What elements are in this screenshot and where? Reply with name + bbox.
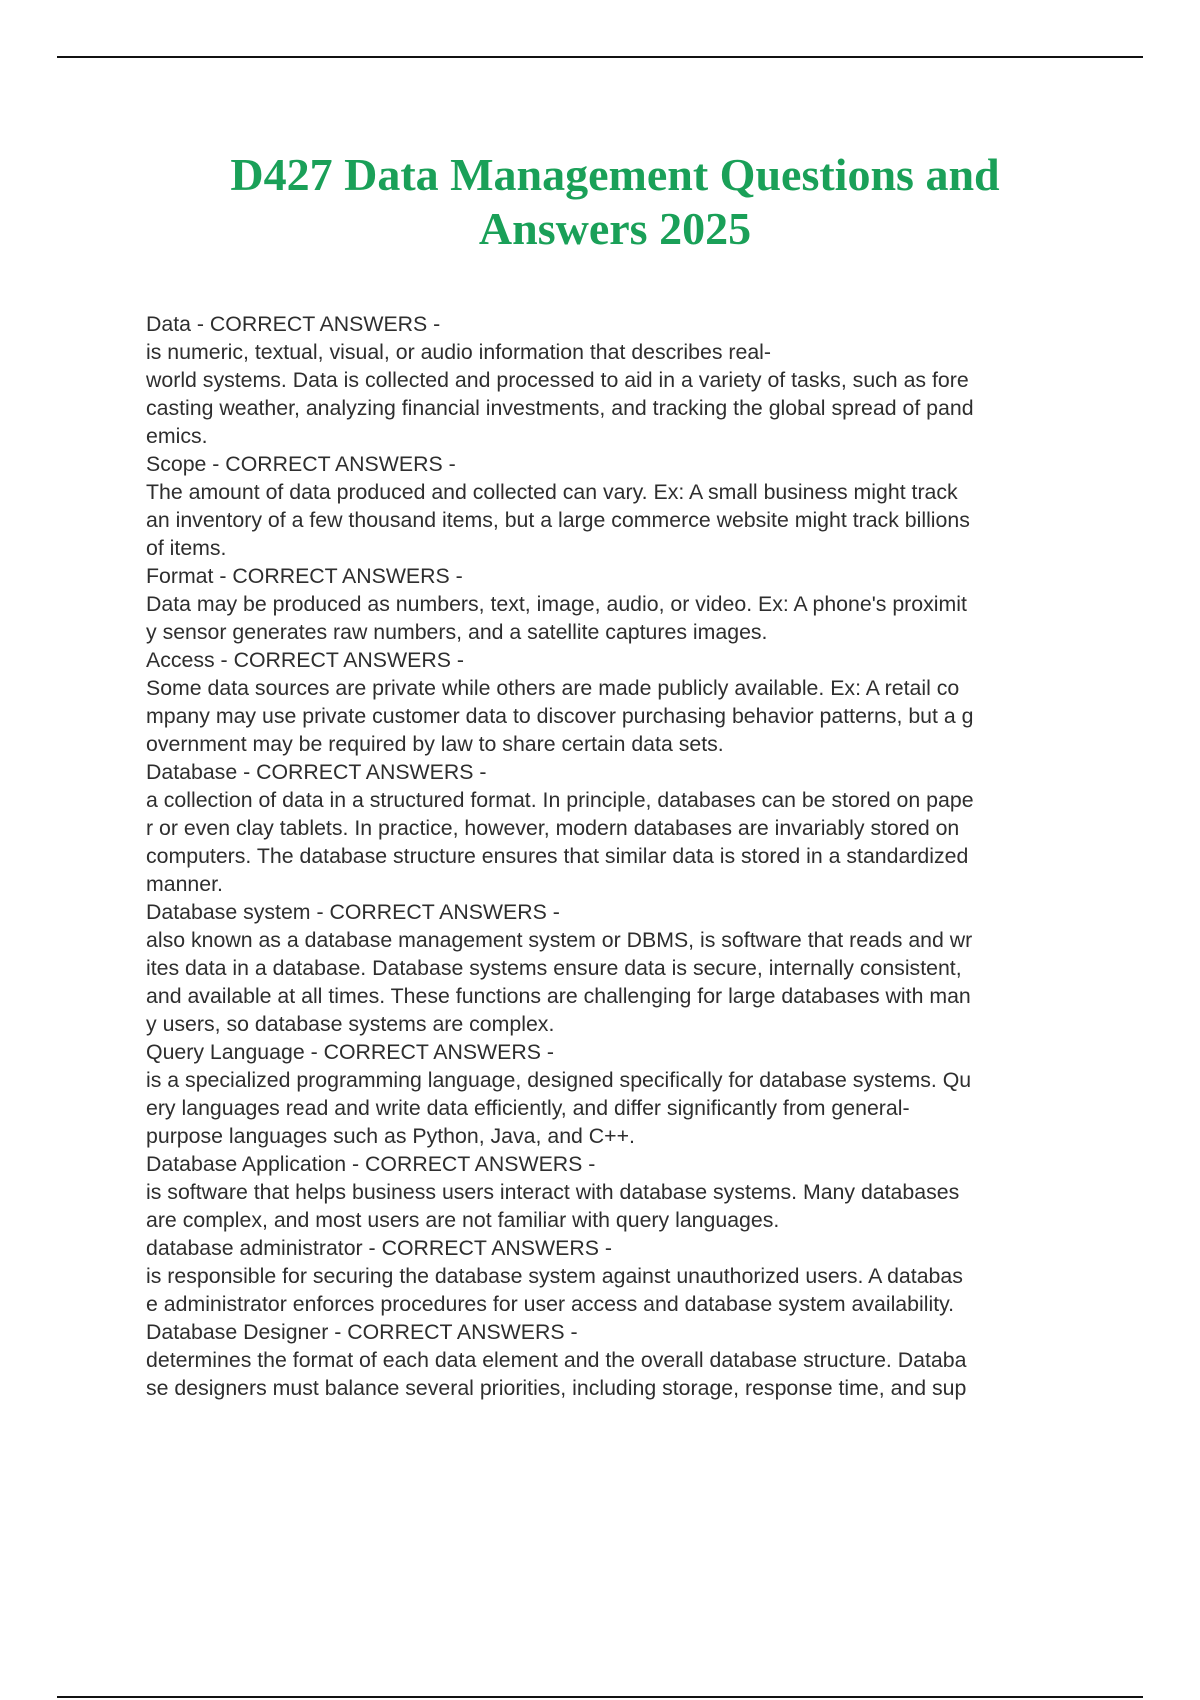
definition-line: manner. <box>146 872 223 896</box>
qa-list <box>146 310 1096 1402</box>
definition-line: is software that helps business users interact with database systems. Many databases <box>146 1180 960 1204</box>
term-label: Format - CORRECT ANSWERS - <box>146 564 463 588</box>
definition-line: world systems. Data is collected and processed to aid in a variety of tasks, such as fore <box>146 368 969 392</box>
term-label: Database Designer - CORRECT ANSWERS - <box>146 1320 578 1344</box>
definition-line: an inventory of a few thousand items, but a large commerce website might track billions <box>146 508 970 532</box>
qa-entry-scope <box>146 450 1096 562</box>
qa-entry-database <box>146 758 1096 898</box>
qa-entry-access <box>146 646 1096 758</box>
definition-line: are complex, and most users are not familiar with query languages. <box>146 1208 780 1232</box>
definition-line: The amount of data produced and collected can vary. Ex: A small business might track <box>146 480 958 504</box>
definition-line: purpose languages such as Python, Java, and C++. <box>146 1124 635 1148</box>
definition-line: computers. The database structure ensures that similar data is stored in a standardized <box>146 844 969 868</box>
definition-line: emics. <box>146 424 208 448</box>
header-rule <box>57 56 1143 58</box>
definition-line: Data may be produced as numbers, text, image, audio, or video. Ex: A phone's proximit <box>146 592 967 616</box>
term-label: Scope - CORRECT ANSWERS - <box>146 452 456 476</box>
qa-entry-database-administrator <box>146 1234 1096 1318</box>
definition-line: y sensor generates raw numbers, and a satellite captures images. <box>146 620 768 644</box>
definition-line: is a specialized programming language, designed specifically for database systems. Qu <box>146 1068 972 1092</box>
qa-entry-format <box>146 562 1096 646</box>
definition-line: r or even clay tablets. In practice, however, modern databases are invariably stored on <box>146 816 960 840</box>
term-label: Database Application - CORRECT ANSWERS - <box>146 1152 596 1176</box>
definition-line: and available at all times. These functions are challenging for large databases with man <box>146 984 971 1008</box>
definition-line: determines the format of each data element and the overall database structure. Databa <box>146 1348 967 1372</box>
definition-line: is numeric, textual, visual, or audio information that describes real- <box>146 340 771 364</box>
qa-entry-database-designer <box>146 1318 1096 1402</box>
qa-entry-database-application <box>146 1150 1096 1234</box>
term-label: Data - CORRECT ANSWERS - <box>146 312 441 336</box>
definition-line: is responsible for securing the database system against unauthorized users. A databas <box>146 1264 963 1288</box>
definition-line: a collection of data in a structured format. In principle, databases can be stored on pape <box>146 788 974 812</box>
definition-line: ery languages read and write data efficiently, and differ significantly from general- <box>146 1096 910 1120</box>
definition-line: ites data in a database. Database systems ensure data is secure, internally consistent, <box>146 956 962 980</box>
term-label: Query Language - CORRECT ANSWERS - <box>146 1040 554 1064</box>
definition-line: casting weather, analyzing financial investments, and tracking the global spread of pand <box>146 396 974 420</box>
title-line-1: D427 Data Management Questions and <box>230 149 1000 200</box>
term-label: database administrator - CORRECT ANSWERS - <box>146 1236 612 1260</box>
qa-entry-database-system <box>146 898 1096 1038</box>
term-label: Database system - CORRECT ANSWERS - <box>146 900 560 924</box>
definition-line: y users, so database systems are complex. <box>146 1012 555 1036</box>
page-title <box>120 148 1110 256</box>
definition-line: se designers must balance several priorities, including storage, response time, and sup <box>146 1376 967 1400</box>
definition-line: overnment may be required by law to share certain data sets. <box>146 732 724 756</box>
qa-entry-query-language <box>146 1038 1096 1150</box>
term-label: Database - CORRECT ANSWERS - <box>146 760 487 784</box>
definition-line: of items. <box>146 536 227 560</box>
qa-entry-data <box>146 310 1096 450</box>
term-label: Access - CORRECT ANSWERS - <box>146 648 464 672</box>
title-line-2: Answers 2025 <box>478 203 752 254</box>
definition-line: e administrator enforces procedures for user access and database system availability. <box>146 1292 955 1316</box>
definition-line: also known as a database management system or DBMS, is software that reads and wr <box>146 928 973 952</box>
definition-line: mpany may use private customer data to discover purchasing behavior patterns, but a g <box>146 704 974 728</box>
footer-rule <box>57 1696 1143 1698</box>
definition-line: Some data sources are private while others are made publicly available. Ex: A retail co <box>146 676 960 700</box>
